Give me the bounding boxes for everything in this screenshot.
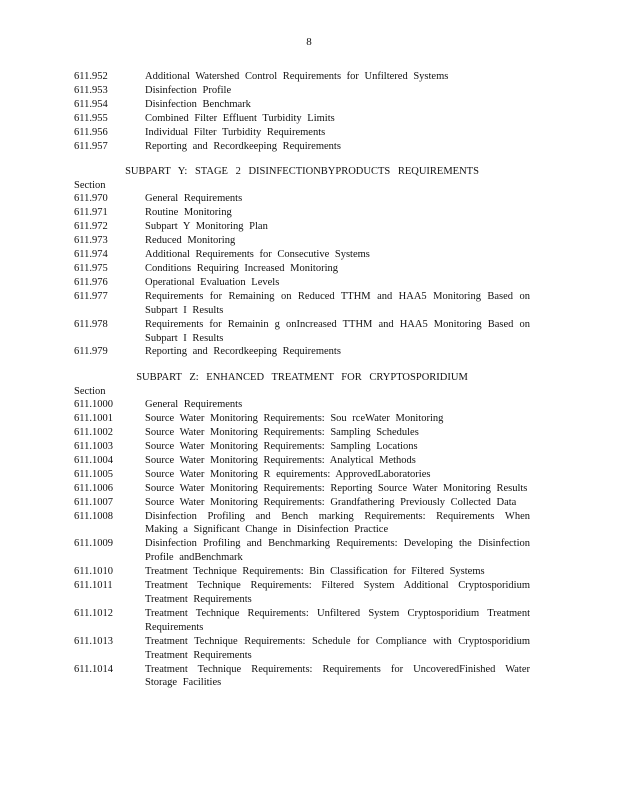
section-title: Reporting and Recordkeeping Requirements: [145, 346, 341, 358]
section-title: Reporting and Recordkeeping Requirements: [145, 140, 341, 152]
section-entry: [74, 663, 530, 691]
section-number: 611.1002: [74, 427, 113, 439]
section-number: 611.1005: [74, 468, 113, 480]
section-entry: [74, 398, 530, 412]
section-entry: [74, 220, 530, 234]
section-number: 611.1011: [74, 580, 113, 592]
section-title: Source Water Monitoring Requirements: Sou rceWater Monitoring: [145, 413, 444, 425]
section-number: 611.954: [74, 98, 108, 110]
section-number: 611.1008: [74, 510, 113, 522]
section-entry: [74, 607, 530, 635]
section-entry: [74, 290, 530, 318]
section-title: Operational Evaluation Levels: [145, 276, 280, 288]
section-entry: [74, 234, 530, 248]
section-title: Disinfection Profiling and Bench marking Requirements: Requirements When Making a Significant Change in Disinfection Practice: [145, 510, 530, 536]
section-entry: [74, 482, 530, 496]
section-number: 611.974: [74, 249, 108, 261]
section-number: 611.1013: [74, 635, 113, 647]
section-entry: [74, 454, 530, 468]
section-entry: [74, 248, 530, 262]
section-label: Section: [74, 180, 106, 192]
section-number: 611.976: [74, 276, 108, 288]
section-title: Source Water Monitoring R equirements: ApprovedLaboratories: [145, 468, 431, 480]
section-group: [74, 398, 530, 690]
section-title: Treatment Technique Requirements: Bin Classification for Filtered Systems: [145, 566, 485, 578]
section-title: Requirements for Remainin g onIncreased TTHM and HAA5 Monitoring Based on Subpart I Results: [145, 318, 530, 344]
section-number: 611.979: [74, 346, 108, 358]
section-title: Source Water Monitoring Requirements: Reporting Source Water Monitoring Results: [145, 482, 528, 494]
section-number: 611.1014: [74, 663, 113, 675]
section-entry: [74, 98, 530, 112]
section-entry: [74, 440, 530, 454]
section-number: 611.971: [74, 207, 108, 219]
section-number: 611.1004: [74, 454, 113, 466]
section-number: 611.1007: [74, 496, 113, 508]
section-number: 611.1010: [74, 566, 113, 578]
section-entry: [74, 318, 530, 346]
section-title: Subpart Y Monitoring Plan: [145, 221, 268, 233]
section-title: Source Water Monitoring Requirements: Sampling Locations: [145, 441, 418, 453]
section-title: Additional Requirements for Consecutive Systems: [145, 249, 370, 261]
section-title: Requirements for Remaining on Reduced TTHM and HAA5 Monitoring Based on Subpart I Results: [145, 290, 530, 316]
section-number: 611.972: [74, 221, 108, 233]
section-title: Treatment Technique Requirements: Requirements for UncoveredFinished Water Storage Facilities: [145, 663, 530, 689]
section-title: General Requirements: [145, 193, 243, 205]
section-entry: [74, 206, 530, 220]
section-number: 611.953: [74, 84, 108, 96]
section-entry: [74, 510, 530, 538]
section-entry: [74, 426, 530, 440]
section-number: 611.957: [74, 140, 108, 152]
section-number: 611.970: [74, 193, 108, 205]
section-entry: [74, 262, 530, 276]
section-title: Reduced Monitoring: [145, 235, 236, 247]
section-title: Conditions Requiring Increased Monitoring: [145, 262, 339, 274]
section-number: 611.952: [74, 71, 108, 82]
section-entry: [74, 565, 530, 579]
section-title: Treatment Technique Requirements: Filtered System Additional Cryptosporidium Treatment Requirements: [145, 580, 530, 605]
section-title: Individual Filter Turbidity Requirements: [145, 126, 326, 138]
section-number: 611.977: [74, 290, 108, 302]
section-title: Disinfection Benchmark: [145, 98, 251, 110]
subpart-heading: SUBPART Z: ENHANCED TREATMENT FOR CRYPTOSPORIDIUM: [136, 372, 468, 384]
section-number: 611.973: [74, 235, 108, 247]
section-title: Source Water Monitoring Requirements: Analytical Methods: [145, 454, 416, 466]
section-entry: [74, 112, 530, 126]
section-title: Disinfection Profile: [145, 84, 232, 96]
section-entry: [74, 192, 530, 206]
section-title: Source Water Monitoring Requirements: Sampling Schedules: [145, 427, 419, 439]
section-title: Disinfection Profiling and Benchmarking Requirements: Developing the Disinfection Profile andBenchmark: [145, 538, 530, 564]
section-number: 611.1012: [74, 607, 113, 619]
section-number: 611.1001: [74, 413, 113, 425]
section-entry: [74, 579, 530, 607]
section-number: 611.956: [74, 126, 108, 138]
section-title: Additional Watershed Control Requirements for Unfiltered Systems: [145, 71, 449, 82]
table-of-contents: [74, 70, 530, 690]
section-title: Combined Filter Effluent Turbidity Limits: [145, 112, 335, 124]
section-entry: [74, 635, 530, 663]
section-entry: [74, 468, 530, 482]
section-number: 611.1003: [74, 441, 113, 453]
subpart-heading: SUBPART Y: STAGE 2 DISINFECTIONBYPRODUCTS REQUIREMENTS: [125, 166, 479, 178]
section-entry: [74, 537, 530, 565]
section-number: 611.978: [74, 318, 108, 330]
section-entry: [74, 412, 530, 426]
section-title: General Requirements: [145, 399, 243, 411]
section-title: Source Water Monitoring Requirements: Grandfathering Previously Collected Data: [145, 496, 517, 508]
section-title: Routine Monitoring: [145, 207, 232, 219]
section-label: Section: [74, 386, 106, 398]
section-number: 611.955: [74, 112, 108, 124]
section-number: 611.1006: [74, 482, 113, 494]
section-entry: [74, 276, 530, 290]
section-entry: [74, 345, 530, 359]
section-title: Treatment Technique Requirements: Unfiltered System Cryptosporidium Treatment Requirements: [145, 607, 530, 633]
section-number: 611.1009: [74, 538, 113, 550]
section-entry: [74, 70, 530, 84]
section-entry: [74, 140, 530, 154]
section-group: [74, 70, 530, 153]
section-number: 611.1000: [74, 399, 113, 411]
section-entry: [74, 126, 530, 140]
section-entry: [74, 84, 530, 98]
section-entry: [74, 496, 530, 510]
section-number: 611.975: [74, 262, 108, 274]
page-number: 8: [306, 36, 312, 48]
section-group: [74, 192, 530, 359]
section-title: Treatment Technique Requirements: Schedule for Compliance with Cryptosporidium Treatment Requirements: [145, 635, 530, 661]
